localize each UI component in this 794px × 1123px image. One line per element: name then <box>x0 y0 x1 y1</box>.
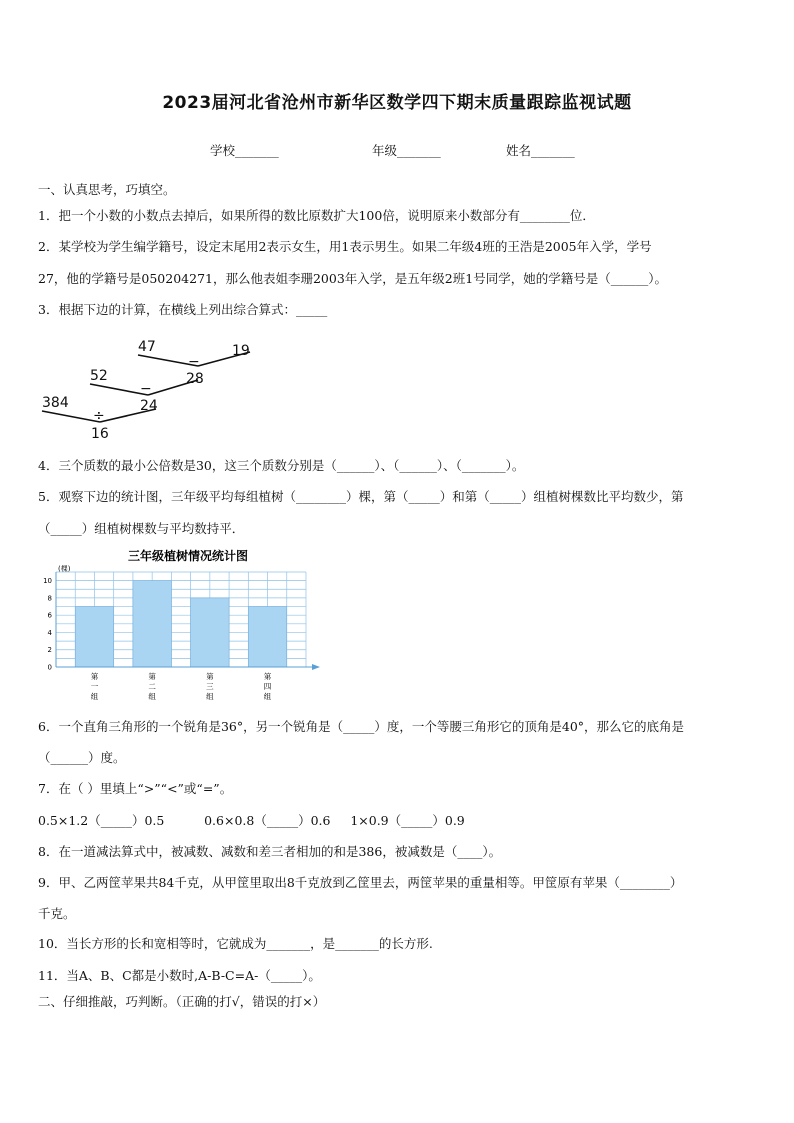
chart-title: 三年级植树情况统计图 <box>127 549 249 563</box>
y-tick-label: 6 <box>47 611 52 620</box>
x-axis-arrow <box>312 664 320 670</box>
question-5-line-2: （_____）组植树棵数与平均数持平． <box>38 521 245 536</box>
section-heading-1: 一、认真思考，巧填空。 <box>38 182 176 197</box>
name-field[interactable]: 姓名_______ <box>506 143 575 158</box>
bar-4 <box>248 607 286 667</box>
question-6-line-2: （______）度。 <box>38 750 126 765</box>
number-16: 16 <box>91 426 109 442</box>
number-384: 384 <box>42 395 69 411</box>
section-heading-2: 二、仔细推敲，巧判断。（正确的打√，错误的打×） <box>38 994 326 1009</box>
link-28 <box>148 380 198 395</box>
number-28: 28 <box>186 371 204 387</box>
question-11: 11．当A、B、C都是小数时,A-B-C=A-（_____）。 <box>38 968 321 983</box>
operator-minus-1: − <box>188 354 200 370</box>
question-5-line-1: 5．观察下边的统计图，三年级平均每组植树（________）棵，第（_____）和第（_____）组植树棵数比平均数少，第 <box>38 489 684 504</box>
school-field[interactable]: 学校_______ <box>210 143 279 158</box>
bar-1 <box>75 607 113 667</box>
question-9-line-2: 千克。 <box>38 906 76 921</box>
link-19 <box>198 352 250 366</box>
link-24 <box>100 409 156 422</box>
question-1: 1．把一个小数的小数点去掉后，如果所得的数比原数扩大100倍，说明原来小数部分有________位． <box>38 208 595 223</box>
number-24: 24 <box>140 398 158 414</box>
number-47: 47 <box>138 339 156 355</box>
number-52: 52 <box>90 368 108 384</box>
y-tick-label: 0 <box>47 663 52 672</box>
calculation-diagram <box>38 330 298 445</box>
page-title: 2023届河北省沧州市新华区数学四下期末质量跟踪监视试题 <box>162 93 632 113</box>
category-label-1: 第一组 <box>90 672 99 701</box>
question-3: 3．根据下边的计算，在横线上列出综合算式：_____ <box>38 302 328 317</box>
tree-planting-chart <box>38 545 328 710</box>
bar-3 <box>191 598 229 667</box>
link-384 <box>42 411 100 422</box>
question-7: 7．在（ ）里填上“>”“<”或“=”。 <box>38 781 233 796</box>
category-label-4: 第四组 <box>263 672 272 701</box>
operator-minus-2: − <box>140 381 152 397</box>
chart-y-label: (棵) <box>58 565 71 573</box>
question-8: 8．在一道减法算式中，被减数、减数和差三者相加的和是386，被减数是（____）。 <box>38 844 502 859</box>
y-tick-label: 8 <box>47 594 52 603</box>
question-2-line-2: 27，他的学籍号是050204271，那么他表姐李珊2003年入学，是五年级2班1号同学，她的学籍号是（______）。 <box>38 271 667 286</box>
question-6-line-1: 6．一个直角三角形的一个锐角是36°，另一个锐角是（_____）度，一个等腰三角形它的顶角是40°，那么它的底角是 <box>38 719 685 734</box>
question-7-items: 0.5×1.2（_____）0.5 0.6×0.8（_____）0.6 1×0.9（_____）0.9 <box>38 813 465 828</box>
bar-2 <box>133 581 171 667</box>
question-9-line-1: 9．甲、乙两筐苹果共84千克，从甲筐里取出8千克放到乙筐里去，两筐苹果的重量相等。甲筐原有苹果（________） <box>38 875 683 890</box>
question-2-line-1: 2．某学校为学生编学籍号，设定末尾用2表示女生，用1表示男生。如果二年级4班的王浩是2005年入学，学号 <box>38 239 652 254</box>
y-tick-label: 4 <box>47 628 52 637</box>
operator-divide: ÷ <box>93 408 105 424</box>
category-label-3: 第三组 <box>206 672 214 701</box>
category-label-2: 第二组 <box>148 672 156 701</box>
grade-field[interactable]: 年级_______ <box>372 143 441 158</box>
number-19: 19 <box>232 343 250 359</box>
question-4: 4．三个质数的最小公倍数是30，这三个质数分别是（______）、（______）、（_______）。 <box>38 458 525 473</box>
question-10: 10．当长方形的长和宽相等时，它就成为_______，是_______的长方形. <box>38 936 433 951</box>
y-tick-label: 2 <box>47 646 52 655</box>
y-tick-label: 10 <box>43 577 52 586</box>
